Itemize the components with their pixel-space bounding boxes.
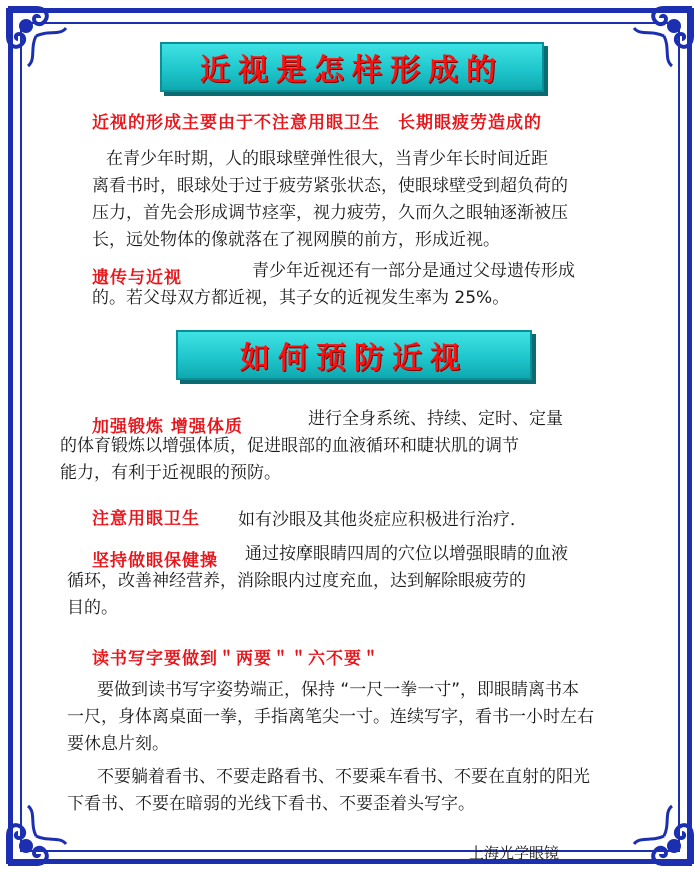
section-title: 如何预防近视	[240, 341, 468, 376]
section-subtitle: 近视的形成主要由于不注意用眼卫生 长期眼疲劳造成的	[92, 113, 542, 133]
corner-ornament-icon	[626, 798, 694, 866]
exercise-heading: 加强锻炼 增强体质	[92, 417, 243, 437]
paragraph-line: 在青少年时期，人的眼球壁弹性很大，当青少年长时间近距	[106, 149, 548, 169]
heredity-paragraph	[92, 258, 575, 312]
paragraph-line: 通过按摩眼睛四周的穴位以增强眼睛的血液	[245, 544, 568, 564]
paragraph-line: 压力，首先会形成调节痉挛，视力疲劳，久而久之眼轴逐渐被压	[92, 203, 568, 223]
heredity-heading: 遗传与近视	[92, 268, 182, 288]
formation-paragraph	[92, 146, 568, 254]
massage-heading: 坚持做眼保健操	[92, 551, 218, 571]
paragraph-line: 要做到读书写字姿势端正，保持 “一尺一拳一寸”，即眼睛离书本	[97, 680, 580, 700]
paragraph-line: 的。若父母双方都近视，其子女的近视发生率为 25%。	[92, 288, 510, 308]
paragraph-line: 进行全身系统、持续、定时、定量	[308, 409, 563, 429]
paragraph-line: 目的。	[67, 598, 118, 618]
corner-ornament-icon	[6, 6, 74, 74]
hygiene-text: 如有沙眼及其他炎症应积极进行治疗．	[238, 510, 527, 530]
paragraph-line: 下看书、不要在暗弱的光线下看书、不要歪着头写字。	[67, 794, 475, 814]
company-name: 上海光学眼镜	[469, 844, 560, 862]
paragraph-line: 离看书时，眼球处于过于疲劳紧张状态，使眼球壁受到超负荷的	[92, 176, 568, 196]
corner-ornament-icon	[6, 798, 74, 866]
section-title: 近视是怎样形成的	[200, 53, 504, 88]
paragraph-line: 不要躺着看书、不要走路看书、不要乘车看书、不要在直射的阳光	[97, 767, 590, 787]
paragraph-line: 要休息片刻。	[67, 734, 169, 754]
massage-paragraph	[67, 541, 568, 622]
exercise-paragraph	[60, 406, 563, 487]
section-title-banner	[176, 330, 532, 380]
paragraph-line: 长，远处物体的像就落在了视网膜的前方，形成近视。	[92, 230, 500, 250]
donts-paragraph	[67, 764, 590, 818]
reading-paragraph	[67, 677, 594, 758]
paragraph-line: 能力，有利于近视眼的预防。	[60, 463, 281, 483]
paragraph-line: 的体育锻炼以增强体质，促进眼部的血液循环和睫状肌的调节	[60, 436, 519, 456]
hygiene-heading: 注意用眼卫生	[92, 509, 200, 529]
section-title-banner	[160, 42, 544, 92]
paragraph-line: 循环，改善神经营养，消除眼内过度充血，达到解除眼疲劳的	[67, 571, 526, 591]
reading-heading: 读书写字要做到＂两要＂＂六不要＂	[92, 649, 380, 669]
paragraph-line: 一尺，身体离桌面一拳，手指离笔尖一寸。连续写字，看书一小时左右	[67, 707, 594, 727]
paragraph-line: 青少年近视还有一部分是通过父母遗传形成	[252, 261, 575, 281]
corner-ornament-icon	[626, 6, 694, 74]
